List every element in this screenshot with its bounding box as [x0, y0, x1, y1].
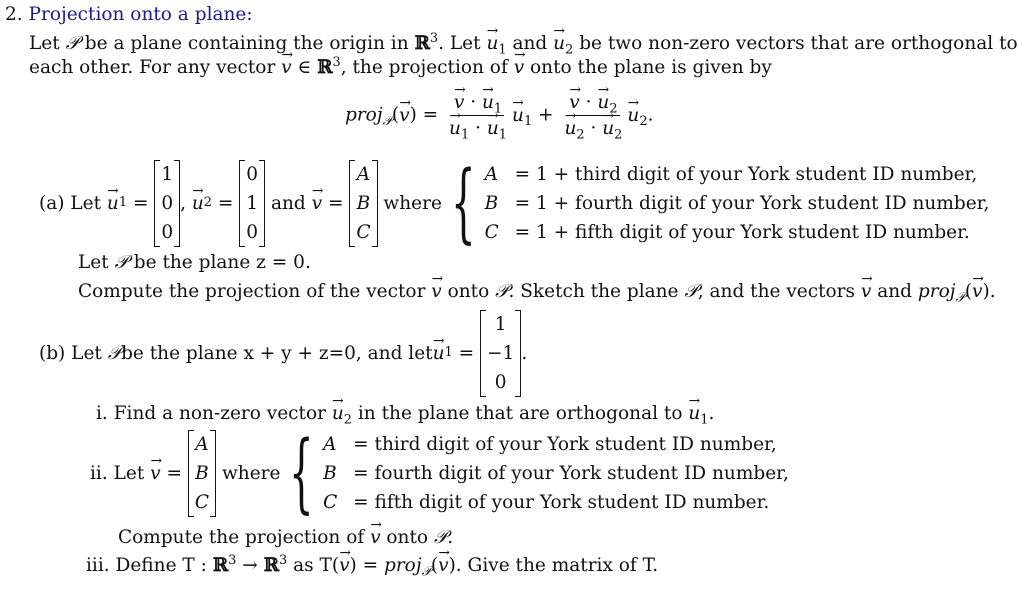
- vector-u2: → u: [597, 92, 609, 113]
- matrix-entry: C: [194, 491, 210, 513]
- intro-line-1: Let 𝒫 be a plane containing the origin in ℝ$^3$. Let → $u_1$ and → $u_2$ be two non-zero vectors that are orthogonal to: [29, 33, 1018, 54]
- plane-symbol: 𝒫: [684, 281, 698, 302]
- task-text: , and the vectors: [697, 281, 861, 302]
- matrix-entry: 1: [246, 192, 259, 214]
- vector-v: → v: [431, 281, 441, 302]
- reals-symbol: ℝ: [212, 555, 229, 576]
- matrix-entry: C: [356, 221, 371, 243]
- case-value: = 1 + fourth digit of your York student ID number,: [514, 192, 990, 214]
- part-a-label: (a) Let: [39, 192, 102, 214]
- part-b-label: (b) Let: [39, 342, 102, 364]
- intro-text: be two non-zero vectors that are orthogonal to: [573, 33, 1018, 54]
- vector-u2: → u: [192, 193, 204, 214]
- item-text: onto: [380, 527, 434, 548]
- intro-text: Let: [29, 33, 66, 54]
- vector-u2: → u: [564, 118, 576, 139]
- part-b-iii: iii. Define T : ℝ$^3$ → ℝ$^3$ as T(→ v) = proj$_𝒫$(→ v). Give the matrix of T.: [86, 555, 658, 576]
- task-text: . Sketch the plane: [508, 281, 685, 302]
- fraction-1: → v · → $u_1$ → $u_1$ · → $u_1$: [447, 92, 509, 139]
- item-text: Find a non-zero vector: [113, 403, 332, 424]
- matrix-entry: A: [356, 163, 371, 185]
- proj-symbol: proj: [384, 555, 422, 576]
- case-key: A: [484, 163, 499, 185]
- intro-text: , the projection of: [340, 57, 514, 78]
- intro-text: and: [506, 33, 554, 54]
- vector-u2: → u: [553, 33, 565, 54]
- vector-u2: → u: [602, 118, 614, 139]
- fraction-2: → v · → $u_2$ → $u_2$ · → $u_2$: [562, 92, 624, 139]
- item-text: ) =: [349, 555, 384, 576]
- element-of-symbol: ∈: [297, 57, 312, 78]
- reals-symbol: ℝ: [263, 555, 279, 576]
- case-key: B: [323, 462, 337, 484]
- item-text: Compute the projection of: [118, 527, 371, 548]
- case-value: = third digit of your York student ID number,: [353, 433, 777, 455]
- vector-v: → v: [972, 281, 982, 302]
- plane-symbol: 𝒫: [114, 252, 128, 273]
- exponent: 3: [332, 54, 341, 70]
- vector-u2: → u: [627, 105, 639, 126]
- matrix-entry: 1: [494, 313, 507, 335]
- plane-definition: be the plane z = 0.: [127, 252, 311, 273]
- matrix-entry: 0: [246, 221, 259, 243]
- matrix-entry: B: [356, 192, 371, 214]
- vector-v: → v: [514, 57, 524, 78]
- cases-b: [323, 430, 789, 517]
- problem-heading: [5, 4, 253, 25]
- part-a-plane: Let 𝒫 be the plane z = 0.: [78, 252, 311, 273]
- left-brace: {: [450, 153, 476, 253]
- vector-v: → v: [370, 527, 380, 548]
- vector-u1: → u: [487, 118, 499, 139]
- matrix-entry: 0: [246, 163, 259, 185]
- part-a-task: Compute the projection of the vector → v onto 𝒫. Sketch the plane 𝒫, and the vectors → v and proj$_𝒫$(→ v).: [78, 281, 996, 302]
- plane-symbol: 𝒫: [955, 290, 965, 306]
- matrix-entry: 0: [494, 371, 507, 393]
- item-label: i.: [96, 403, 108, 424]
- matrix-v: [349, 160, 377, 247]
- case-value: = 1 + third digit of your York student ID number,: [514, 163, 978, 185]
- case-value: = fifth digit of your York student ID number.: [353, 491, 770, 513]
- where-word: where: [383, 192, 442, 214]
- plane-symbol: 𝒫: [382, 114, 392, 130]
- part-b-i: i. Find a non-zero vector → $u_2$ in the plane that are orthogonal to → $u_1$.: [96, 403, 714, 424]
- vector-v: → v: [339, 555, 349, 576]
- vector-u1: → u: [449, 118, 461, 139]
- case-value: = fourth digit of your York student ID number,: [353, 462, 789, 484]
- case-key: B: [484, 192, 499, 214]
- vector-u1: → u: [433, 343, 445, 364]
- item-text: Define T :: [115, 555, 213, 576]
- task-text: and: [871, 281, 918, 302]
- matrix-entry: 0: [161, 192, 174, 214]
- part-a-setup: (a) Let → u 1 = 1 0 0 , → u 2 = 0 1 0 and → v = A B C where { A = 1 + third digit of your York student ID number, B = 1 + fourth digit of your York student ID number, C = 1 + fifth digit of your York student ID number.: [39, 158, 989, 248]
- matrix-entry: B: [195, 462, 209, 484]
- problem-number: 2.: [5, 4, 23, 25]
- projection-formula: proj$_𝒫$(→ v) = → v · → $u_1$ → $u_1$ · → $u_1$ → $u_1$ + → v · → $u_2$ → $u_2$ · → $u_2$ → $u_2$.: [345, 92, 653, 139]
- vector-v: → v: [150, 463, 160, 484]
- intro-text: . Let: [438, 33, 487, 54]
- vector-v: → v: [454, 92, 464, 113]
- vector-u1: → u: [482, 92, 494, 113]
- vector-u1: → u: [688, 403, 700, 424]
- item-text: ). Give the matrix of T.: [448, 555, 659, 576]
- plane-symbol: 𝒫: [495, 281, 509, 302]
- where-word: where: [221, 462, 281, 484]
- matrix-entry: 1: [161, 163, 174, 185]
- vector-u1: → u: [486, 33, 498, 54]
- reals-symbol: ℝ: [317, 57, 333, 78]
- case-value: = 1 + fifth digit of your York student ID number.: [514, 221, 970, 243]
- item-label: ii.: [90, 462, 108, 484]
- plane-symbol: 𝒫: [65, 33, 79, 54]
- plane-symbol: 𝒫: [421, 564, 431, 580]
- matrix-entry: A: [195, 433, 209, 455]
- intro-text: each other. For any vector: [29, 57, 282, 78]
- intro-text: be a plane containing the origin in: [78, 33, 415, 54]
- item-text: Let: [113, 462, 145, 484]
- vector-v: → v: [281, 57, 291, 78]
- item-label: iii.: [86, 555, 110, 576]
- matrix-entry: −1: [487, 342, 515, 364]
- vector-u2: → u: [332, 403, 344, 424]
- intro-line-2: [29, 54, 772, 78]
- reals-symbol: ℝ: [414, 33, 430, 54]
- exponent: 3: [228, 552, 237, 568]
- vector-v: → v: [438, 555, 448, 576]
- matrix-u2: [239, 160, 265, 247]
- plane-equation: be the plane x + y + z=0, and let: [121, 342, 433, 364]
- case-key: C: [484, 221, 499, 243]
- part-b-ii: ii. Let → v = A B C where { A = third digit of your York student ID number, B = fourth digit of your York student ID number, C = fifth digit of your York student ID number.: [90, 428, 789, 518]
- part-b-setup: (b) Let 𝒫 be the plane x + y + z=0, and let → u 1 = 1 −1 0 .: [39, 308, 527, 398]
- problem-title: Projection onto a plane:: [28, 4, 253, 25]
- plane-symbol: 𝒫: [433, 527, 448, 548]
- part-b-ii-task: Compute the projection of → v onto 𝒫.: [118, 527, 453, 548]
- plane-symbol: 𝒫: [107, 342, 122, 364]
- vector-v: → v: [861, 281, 871, 302]
- vector-v: → v: [312, 193, 322, 214]
- vector-u1: → u: [512, 105, 524, 126]
- cases-a: [485, 160, 990, 247]
- and-word: and: [270, 192, 306, 214]
- exponent: 3: [429, 30, 439, 46]
- case-key: C: [323, 491, 338, 513]
- vector-v: → v: [399, 105, 409, 126]
- matrix-u1: [154, 160, 180, 247]
- exponent: 3: [278, 552, 288, 568]
- proj-symbol: proj: [345, 104, 383, 126]
- vector-u1: → u: [107, 193, 119, 214]
- vector-v: → v: [569, 92, 579, 113]
- case-key: A: [323, 433, 337, 455]
- matrix-entry: 0: [161, 221, 174, 243]
- task-text: Compute the projection of the vector: [78, 281, 432, 302]
- item-text: as T(: [287, 555, 340, 576]
- task-text: onto: [441, 281, 496, 302]
- proj-symbol: proj: [917, 281, 956, 302]
- matrix-u1-b: [480, 310, 521, 397]
- intro-text: onto the plane is given by: [524, 57, 772, 78]
- left-brace: {: [289, 423, 315, 523]
- matrix-v-b: [188, 430, 216, 517]
- item-text: in the plane that are orthogonal to: [352, 403, 689, 424]
